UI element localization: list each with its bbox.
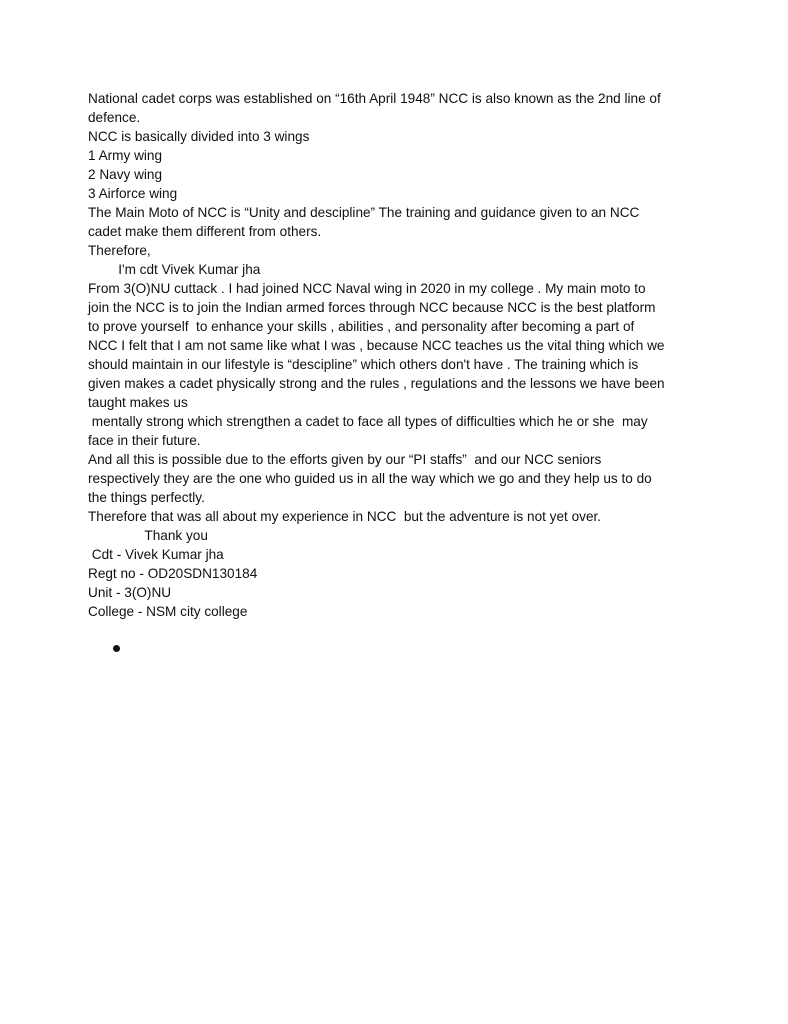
text-line: I'm cdt Vivek Kumar jha (88, 262, 261, 277)
text-line: NCC I felt that I am not same like what I was , because NCC teaches us the vital thing which we (88, 338, 665, 353)
text-line: 3 Airforce wing (88, 186, 178, 201)
text-line: mentally strong which strengthen a cadet to face all types of difficulties which he or she may (88, 414, 648, 429)
document-body (88, 89, 700, 621)
text-line: NCC is basically divided into 3 wings (88, 129, 310, 144)
bullet-icon (113, 645, 120, 652)
text-line: Regt no - OD20SDN130184 (88, 566, 258, 581)
text-line: Therefore, (88, 243, 151, 258)
text-line: should maintain in our lifestyle is “descipline” which others don't have . The training which is (88, 357, 639, 372)
text-line: The Main Moto of NCC is “Unity and descipline” The training and guidance given to an NCC (88, 205, 640, 220)
text-line: join the NCC is to join the Indian armed forces through NCC because NCC is the best platform (88, 300, 656, 315)
text-line: Thank you (88, 528, 208, 543)
text-line: Cdt - Vivek Kumar jha (88, 547, 224, 562)
text-line: National cadet corps was established on “16th April 1948” NCC is also known as the 2nd line of (88, 91, 661, 106)
text-line: respectively they are the one who guided us in all the way which we go and they help us to do (88, 471, 652, 486)
text-line: Unit - 3(O)NU (88, 585, 172, 600)
text-line: defence. (88, 110, 141, 125)
text-line: the things perfectly. (88, 490, 205, 505)
text-line: 1 Army wing (88, 148, 163, 163)
text-line: Therefore that was all about my experience in NCC but the adventure is not yet over. (88, 509, 602, 524)
text-line: From 3(O)NU cuttack . I had joined NCC Naval wing in 2020 in my college . My main moto to (88, 281, 646, 296)
text-line: to prove yourself to enhance your skills , abilities , and personality after becoming a part of (88, 319, 635, 334)
text-line: given makes a cadet physically strong and the rules , regulations and the lessons we have been (88, 376, 665, 391)
text-line: taught makes us (88, 395, 188, 410)
text-line: face in their future. (88, 433, 201, 448)
text-line: College - NSM city college (88, 604, 248, 619)
text-line: And all this is possible due to the efforts given by our “PI staffs” and our NCC seniors (88, 452, 602, 467)
text-line: cadet make them different from others. (88, 224, 322, 239)
text-line: 2 Navy wing (88, 167, 163, 182)
